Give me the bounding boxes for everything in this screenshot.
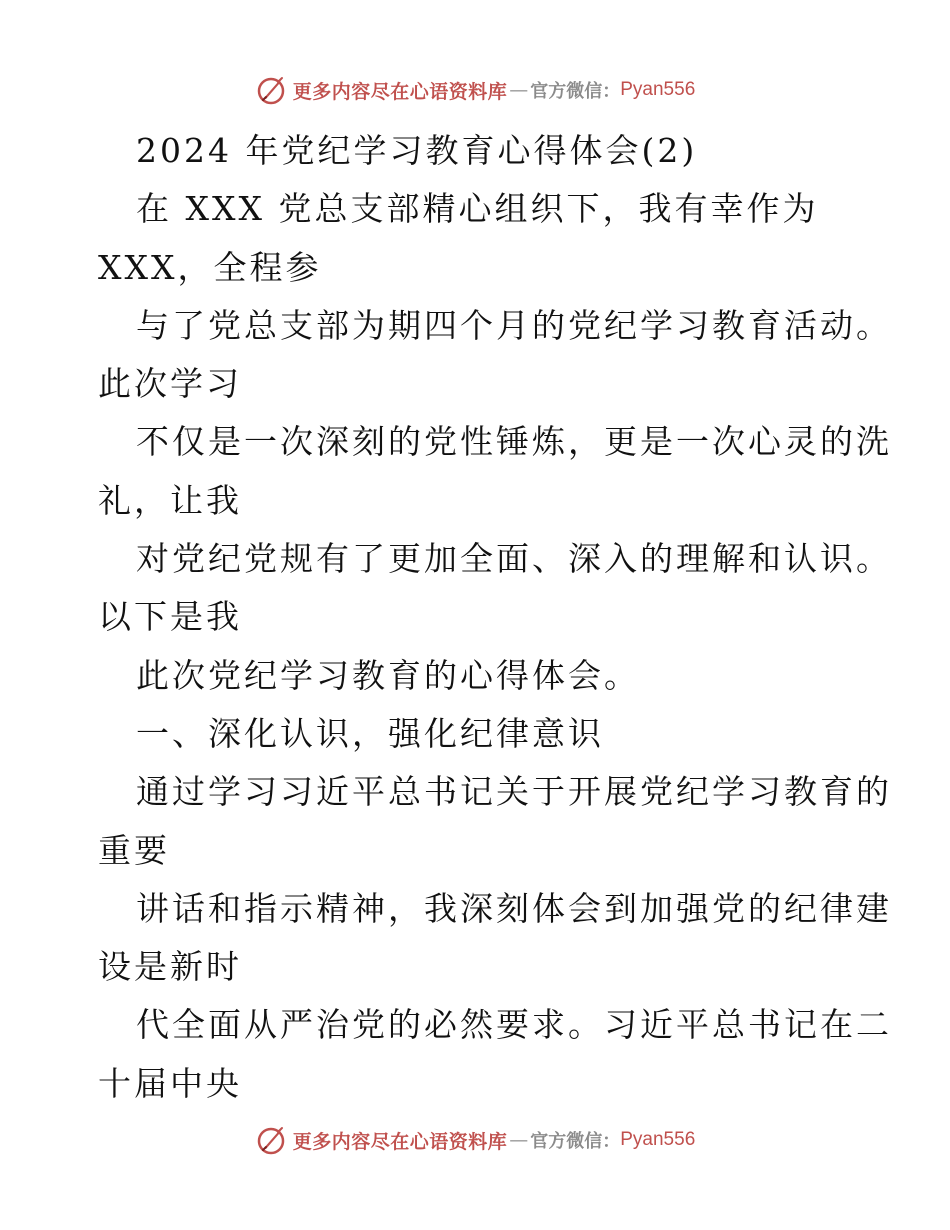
text-line: 代全面从严治党的必然要求。习近平总书记在二 (136, 1005, 892, 1045)
banner-wechat-id: Pyan556 (620, 1129, 696, 1150)
banner-dash: — (509, 79, 529, 101)
section-heading: 一、深化认识，强化纪律意识 (136, 713, 604, 753)
document-body (98, 122, 892, 1113)
text-line: 不仅是一次深刻的党性锤炼，更是一次心灵的洗 (136, 422, 892, 462)
text-line: 此次学习 (98, 364, 242, 404)
text-line: 重要 (98, 830, 170, 870)
text-line: 十届中央 (98, 1063, 242, 1103)
text-line: 礼，让我 (98, 480, 242, 520)
text-line: 与了党总支部为期四个月的党纪学习教育活动。 (136, 305, 892, 345)
header-banner[interactable] (0, 70, 950, 110)
text-line: 讲话和指示精神，我深刻体会到加强党的纪律建 (136, 888, 892, 928)
banner-site-name: 更多内容尽在心语资料库 (292, 1130, 508, 1153)
banner-wechat-label: 官方微信： (530, 81, 621, 102)
text-line: 对党纪党规有了更加全面、深入的理解和认识。 (136, 539, 892, 579)
text-line: XXX，全程参 (98, 247, 322, 287)
text-line: 以下是我 (98, 597, 242, 637)
banner-dash: — (509, 1129, 529, 1151)
document-title: 2024 年党纪学习教育心得体会(2) (136, 131, 698, 170)
text-line: 此次党纪学习教育的心得体会。 (136, 655, 640, 695)
banner-wechat-label: 官方微信： (530, 1131, 621, 1152)
banner-site-name: 更多内容尽在心语资料库 (292, 80, 508, 103)
text-line: 通过学习习近平总书记关于开展党纪学习教育的 (136, 772, 892, 812)
quill-pen-logo-icon (255, 1124, 287, 1156)
quill-pen-logo-icon (255, 74, 287, 106)
footer-banner[interactable] (0, 1120, 950, 1160)
text-line: 设是新时 (98, 947, 242, 987)
text-line: 在 XXX 党总支部精心组织下，我有幸作为 (136, 189, 819, 229)
banner-wechat-id: Pyan556 (620, 79, 696, 100)
